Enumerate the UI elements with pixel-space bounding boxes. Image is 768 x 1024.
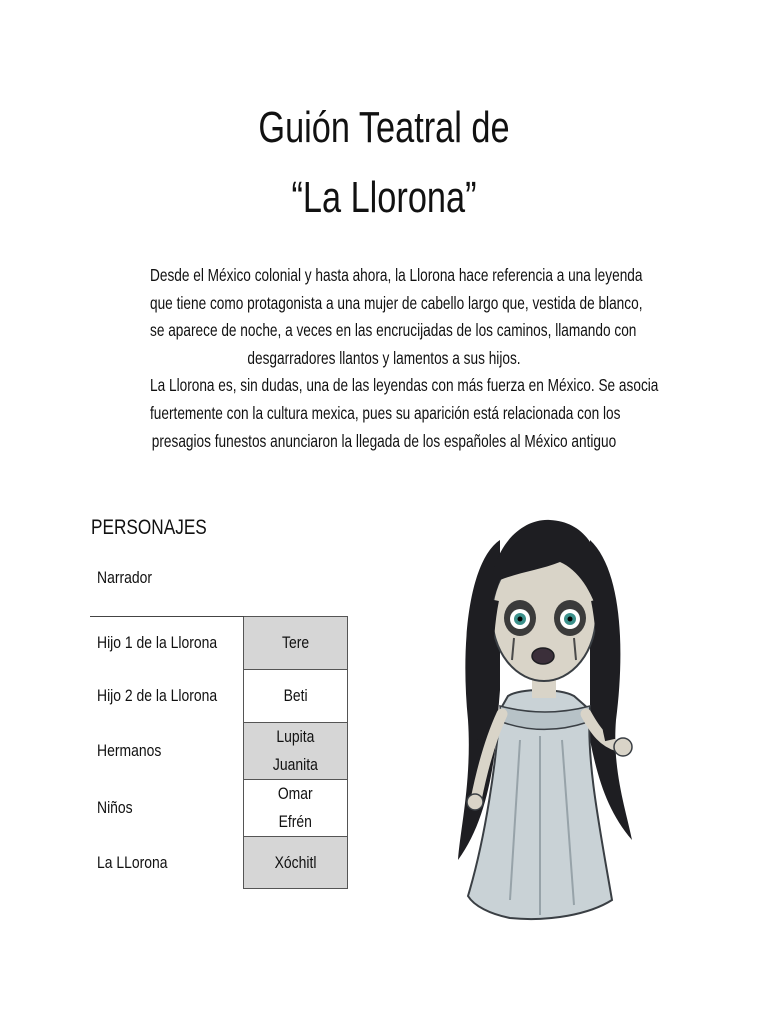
- actor-cell: Xóchitl: [244, 837, 348, 889]
- role-cell: La LLorona: [97, 852, 168, 872]
- actor-cell: Omar Efrén: [244, 780, 348, 837]
- actor-cell: Tere: [244, 617, 348, 670]
- table-row: [90, 723, 348, 780]
- role-cell: Niños: [97, 798, 133, 817]
- role-cell: Hermanos: [97, 741, 162, 760]
- actor-cell: Lupita Juanita: [244, 723, 348, 780]
- narrator-label: Narrador: [97, 568, 153, 587]
- intro-line: La Llorona es, sin dudas, una de las leyendas con más fuerza en México. Se asocia: [150, 375, 659, 396]
- role-cell: Hijo 1 de la Llorona: [90, 617, 244, 670]
- document-title-line-1: Guión Teatral de: [258, 103, 510, 152]
- intro-line: que tiene como protagonista a una mujer de cabello largo que, vestida de blanco,: [150, 292, 643, 313]
- document-title-line-2: “La Llorona”: [291, 173, 477, 222]
- intro-line: Desde el México colonial y hasta ahora, la Llorona hace referencia a una leyenda: [150, 265, 643, 285]
- la-llorona-illustration: [440, 500, 640, 930]
- actor-cell: Beti: [244, 670, 348, 723]
- table-row: [90, 670, 348, 723]
- cast-table: [90, 616, 348, 889]
- characters-heading: PERSONAJES: [91, 516, 207, 539]
- intro-line: se aparece de noche, a veces en las encrucijadas de los caminos, llamando con: [150, 320, 637, 341]
- intro-line: fuertemente con la cultura mexica, pues su aparición está relacionada con los: [150, 402, 621, 423]
- intro-line: desgarradores llantos y lamentos a sus hijos.: [247, 347, 521, 368]
- role-cell: Hijo 2 de la Llorona: [97, 686, 218, 705]
- intro-paragraph: [84, 262, 684, 455]
- table-row: [90, 780, 348, 837]
- table-row: [90, 617, 348, 670]
- intro-line: presagios funestos anunciaron la llegada de los españoles al México antiguo: [151, 430, 617, 451]
- table-row: [90, 837, 348, 889]
